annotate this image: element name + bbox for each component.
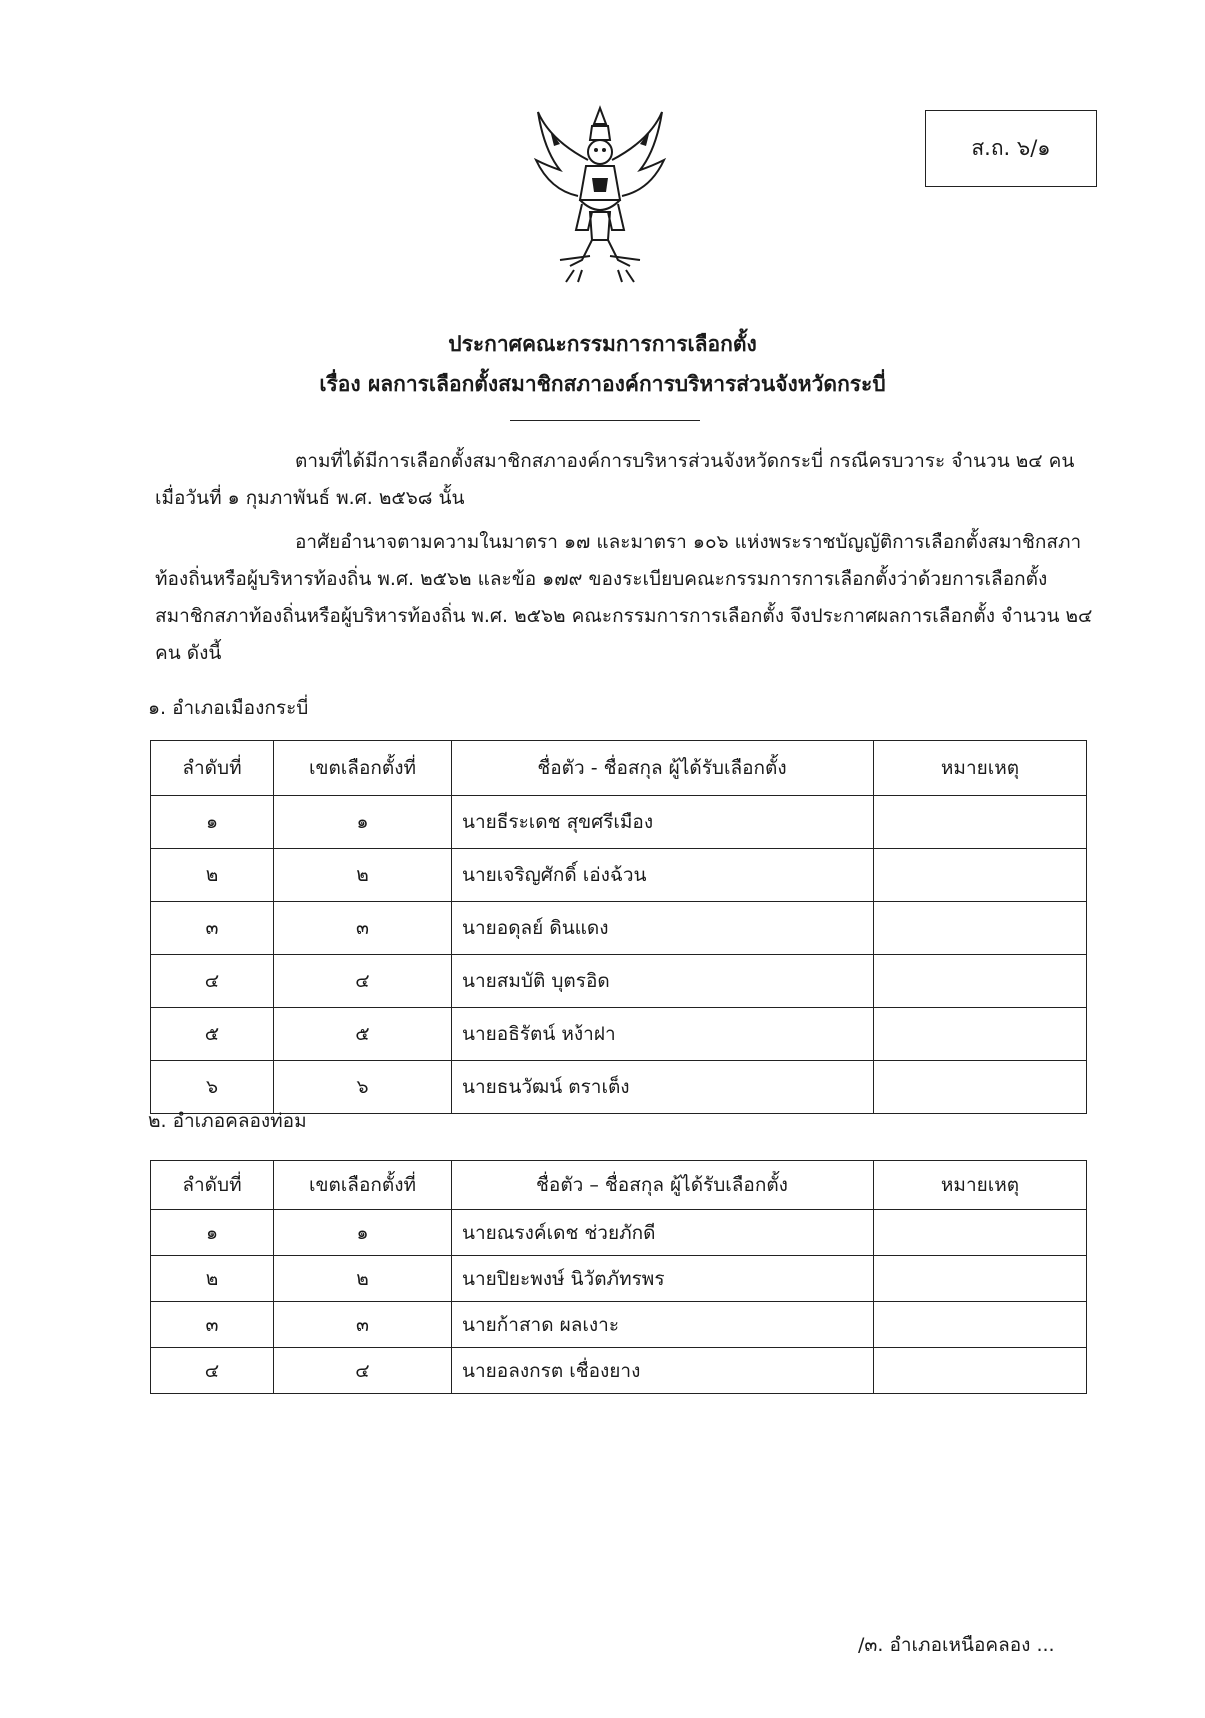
cell-note bbox=[874, 796, 1087, 849]
column-header-note: หมายเหตุ bbox=[874, 741, 1087, 796]
garuda-emblem-icon bbox=[530, 100, 670, 285]
column-header-note: หมายเหตุ bbox=[874, 1161, 1087, 1210]
continuation-footer: /๓. อำเภอเหนือคลอง ... bbox=[858, 1634, 1055, 1656]
cell-order: ๒ bbox=[151, 1256, 274, 1302]
cell-order: ๔ bbox=[151, 1348, 274, 1394]
table-row bbox=[151, 1302, 1087, 1348]
table-row bbox=[151, 1210, 1087, 1256]
cell-note bbox=[874, 1302, 1087, 1348]
cell-order: ๔ bbox=[151, 955, 274, 1008]
table-row bbox=[151, 955, 1087, 1008]
table-row bbox=[151, 849, 1087, 902]
cell-order: ๓ bbox=[151, 902, 274, 955]
cell-note bbox=[874, 902, 1087, 955]
table-row bbox=[151, 1348, 1087, 1394]
table-row bbox=[151, 902, 1087, 955]
cell-zone: ๒ bbox=[274, 1256, 452, 1302]
notice-title: ประกาศคณะกรรมการการเลือกตั้ง bbox=[448, 332, 757, 356]
cell-order: ๖ bbox=[151, 1061, 274, 1114]
table-row bbox=[151, 796, 1087, 849]
cell-order: ๑ bbox=[151, 1210, 274, 1256]
cell-zone: ๓ bbox=[274, 902, 452, 955]
cell-zone: ๕ bbox=[274, 1008, 452, 1061]
column-header-zone: เขตเลือกตั้งที่ bbox=[274, 741, 452, 796]
cell-note bbox=[874, 1008, 1087, 1061]
column-header-name: ชื่อตัว – ชื่อสกุล ผู้ได้รับเลือกตั้ง bbox=[452, 1161, 874, 1210]
column-header-order: ลำดับที่ bbox=[151, 1161, 274, 1210]
paragraph-authority: อาศัยอำนาจตามความในมาตรา ๑๗ และมาตรา ๑๐๖ แห่งพระราชบัญญัติการเลือกตั้งสมาชิกสภาท้องถิ่นหรือผู้บริหารท้องถิ่น พ.ศ. ๒๕๖๒ และข้อ ๑๗๙ ของระเบียบคณะกรรมการการเลือกตั้งว่าด้วยการเลือกตั้งสมาชิกสภาท้องถิ่นหรือผู้บริหารท้องถิ่น พ.ศ. ๒๕๖๒ คณะกรรมการการเลือกตั้ง จึงประกาศผลการเลือกตั้ง จำนวน ๒๔ คน ดังนี้ bbox=[155, 531, 1093, 664]
notice-subject: เรื่อง ผลการเลือกตั้งสมาชิกสภาองค์การบริหารส่วนจังหวัดกระบี่ bbox=[319, 372, 886, 396]
cell-order: ๑ bbox=[151, 796, 274, 849]
cell-name: นายธนวัฒน์ ตราเต็ง bbox=[452, 1061, 874, 1114]
cell-zone: ๑ bbox=[274, 1210, 452, 1256]
cell-name: นายก้าสาด ผลเงาะ bbox=[452, 1302, 874, 1348]
cell-name: นายเจริญศักดิ์ เอ่งฉ้วน bbox=[452, 849, 874, 902]
table-row bbox=[151, 1008, 1087, 1061]
column-header-zone: เขตเลือกตั้งที่ bbox=[274, 1161, 452, 1210]
cell-zone: ๑ bbox=[274, 796, 452, 849]
cell-name: นายปิยะพงษ์ นิวัตภัทรพร bbox=[452, 1256, 874, 1302]
table-row bbox=[151, 1256, 1087, 1302]
column-header-order: ลำดับที่ bbox=[151, 741, 274, 796]
cell-note bbox=[874, 1256, 1087, 1302]
results-table-khlong-thom bbox=[150, 1160, 1087, 1394]
cell-note bbox=[874, 1210, 1087, 1256]
table-header-row bbox=[151, 741, 1087, 796]
cell-note bbox=[874, 849, 1087, 902]
paragraph-intro: ตามที่ได้มีการเลือกตั้งสมาชิกสภาองค์การบริหารส่วนจังหวัดกระบี่ กรณีครบวาระ จำนวน ๒๔ คน เมื่อวันที่ ๑ กุมภาพันธ์ พ.ศ. ๒๕๖๘ นั้น bbox=[155, 450, 1075, 509]
cell-name: นายณรงค์เดช ช่วยภักดี bbox=[452, 1210, 874, 1256]
section-heading-mueang-krabi: ๑. อำเภอเมืองกระบี่ bbox=[148, 697, 309, 719]
cell-zone: ๒ bbox=[274, 849, 452, 902]
table-header-row bbox=[151, 1161, 1087, 1210]
cell-order: ๕ bbox=[151, 1008, 274, 1061]
form-code-box bbox=[925, 110, 1097, 187]
results-table-mueang-krabi bbox=[150, 740, 1087, 1114]
cell-name: นายอลงกรต เชื่องยาง bbox=[452, 1348, 874, 1394]
cell-name: นายธีระเดช สุขศรีเมือง bbox=[452, 796, 874, 849]
cell-note bbox=[874, 1348, 1087, 1394]
cell-name: นายอดุลย์ ดินแดง bbox=[452, 902, 874, 955]
cell-order: ๒ bbox=[151, 849, 274, 902]
title-divider bbox=[510, 420, 700, 421]
cell-name: นายสมบัติ บุตรอิด bbox=[452, 955, 874, 1008]
cell-note bbox=[874, 1061, 1087, 1114]
cell-note bbox=[874, 955, 1087, 1008]
section-heading-khlong-thom: ๒. อำเภอคลองท่อม bbox=[148, 1110, 307, 1132]
cell-zone: ๔ bbox=[274, 955, 452, 1008]
cell-name: นายอธิรัตน์ หง้าฝา bbox=[452, 1008, 874, 1061]
cell-zone: ๔ bbox=[274, 1348, 452, 1394]
cell-zone: ๖ bbox=[274, 1061, 452, 1114]
column-header-name: ชื่อตัว - ชื่อสกุล ผู้ได้รับเลือกตั้ง bbox=[452, 741, 874, 796]
cell-order: ๓ bbox=[151, 1302, 274, 1348]
cell-zone: ๓ bbox=[274, 1302, 452, 1348]
form-code: ส.ถ. ๖/๑ bbox=[971, 136, 1051, 160]
